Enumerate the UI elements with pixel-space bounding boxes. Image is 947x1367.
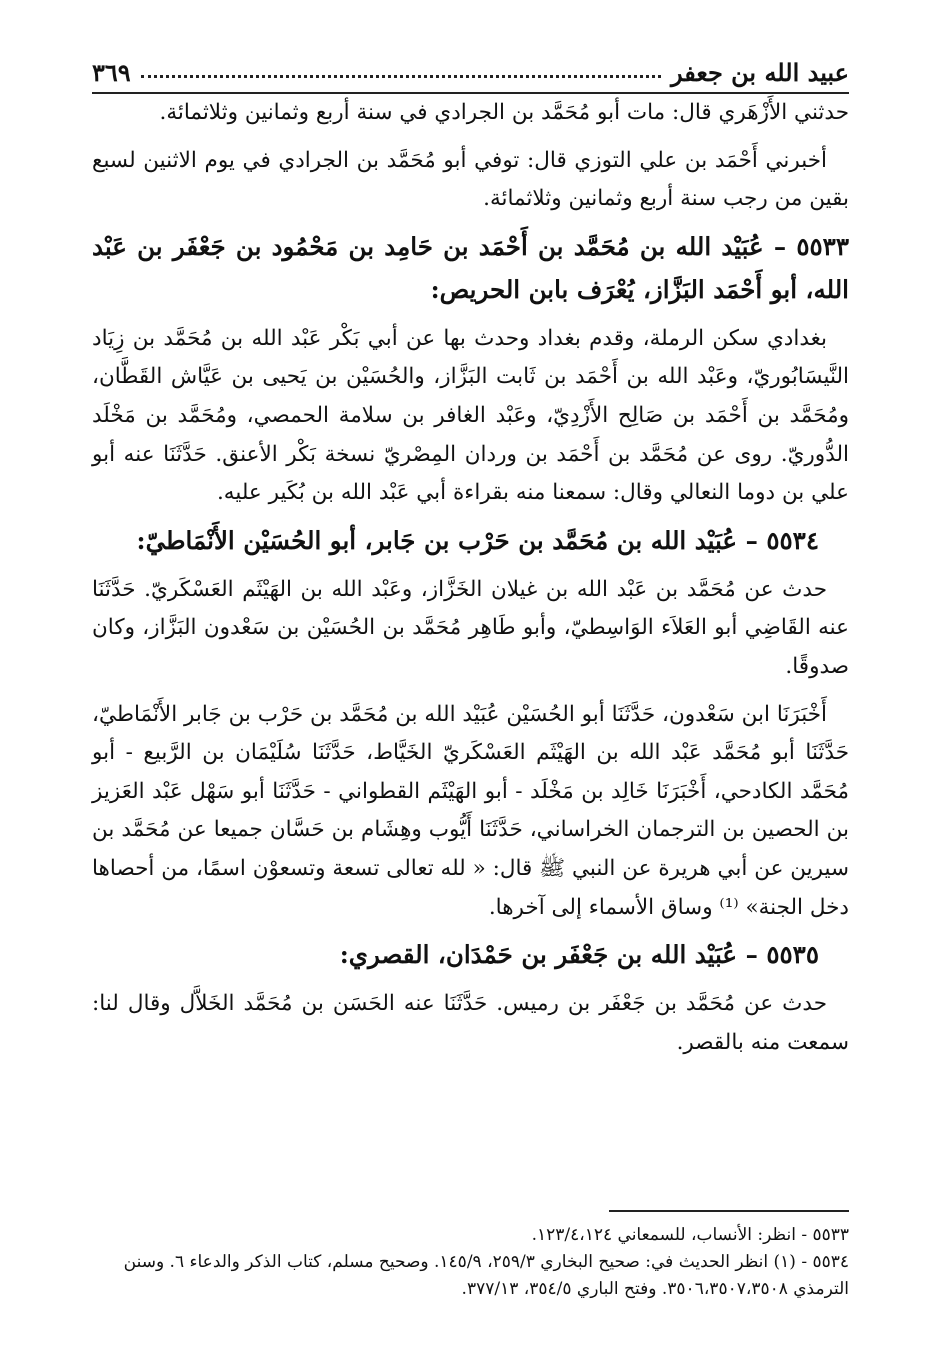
main-text	[92, 94, 849, 1062]
body-paragraph: أَخْبَرَنَا ابن سَعْدون، حَدَّثَنَا أبو الحُسَيْن عُبَيْد الله بن مُحَمَّد بن حَرْب بن جَابر الأَنْمَاطيّ، حَدَّثَنَا أبو مُحَمَّد عَبْد الله بن الهَيْثَم العَسْكَريّ الخَيَّاط، حَدَّثَنَا سُلَيْمَان بن الرَّبيع - أبو مُحَمَّد الكادحي، أَخْبَرَنَا خَالِد بن مَخْلَد - أبو الهَيْثَم القطواني - حَدَّثَنَا أبو سَهْل عَبْد العَزيز بن الحصين بن الترجمان الخراساني، حَدَّثَنَا أَيُّوب وهِشَام بن حَسَّان جميعا عن مُحَمَّد بن سيرين عن أبي هريرة عن النبي ﷺ قال: « لله تعالى تسعة وتسعوْن اسمًا، من أحصاها دخل الجنة» ⁽¹⁾ وساق الأسماء إلى آخرها.	[92, 701, 849, 920]
entry-heading: ٥٥٣٣ – عُبَيْد الله بن مُحَمَّد بن أَحْمَد بن حَامِد بن مَحْمُود بن جَعْفَر بن عَبْد الله، أبو أَحْمَد البَزَّاز، يُعْرَف بابن الحريص:	[92, 231, 849, 304]
footnote: ٥٥٣٣ - انظر: الأنساب، للسمعاني ١٢٣/٤،١٢٤.	[531, 1225, 849, 1245]
leader-dots	[141, 67, 661, 78]
entry-heading: ٥٥٣٥ – عُبَيْد الله بن جَعْفَر بن حَمْدَان، القصري:	[339, 940, 819, 970]
body-paragraph: أخبرني أَحْمَد بن علي التوزي قال: توفي أبو مُحَمَّد بن الجرادي في يوم الاثنين لسبع بقين من رجب سنة أربع وثمانين وثلاثمائة.	[92, 147, 849, 212]
footnote-rule	[609, 1210, 849, 1212]
body-paragraph: حدثني الأَزْهَري قال: مات أبو مُحَمَّد بن الجرادي في سنة أربع وثمانين وثلاثمائة.	[159, 100, 849, 125]
page-header	[92, 52, 849, 94]
page-number: ٣٦٩	[92, 57, 131, 87]
entry-heading: ٥٥٣٤ – عُبَيْد الله بن مُحَمَّد بن حَرْب بن جَابر، أبو الحُسَيْن الأَنْمَاطيّ:	[136, 525, 819, 555]
body-paragraph: حدث عن مُحَمَّد بن جَعْفَر بن رميس. حَدَّثَنَا عنه الحَسَن بن مُحَمَّد الخَلاَّل وقال لنا: سمعت منه بالقصر.	[92, 991, 849, 1055]
footnotes	[92, 1222, 849, 1303]
body-paragraph: حدث عن مُحَمَّد بن عَبْد الله بن غيلان الخَزَّاز، وعَبْد الله بن الهَيْثَم العَسْكَريّ. حَدَّثَنَا عنه القَاضِي أبو العَلاَء الوَاسِطيّ، وأبو طَاهِر مُحَمَّد بن الحُسَيْن بن سَعْدون البَزَّاز، وكان صدوقًا.	[92, 576, 849, 679]
footnote: ٥٥٣٤ - (١) انظر الحديث في: صحيح البخاري ٢٥٩/٣، ١٤٥/٩. وصحيح مسلم، كتاب الذكر والدعاء ٦. وسنن الترمذي ٣٥٠٦،٣٥٠٧،٣٥٠٨. وفتح الباري ٣٥٤/٥، ٣٧٧/١٣.	[123, 1252, 849, 1299]
body-paragraph: بغدادي سكن الرملة، وقدم بغداد وحدث بها عن أبي بَكْر عَبْد الله بن مُحَمَّد بن زِيَاد النَّيسَابُوريّ، وعَبْد الله بن أَحْمَد بن ثَابت البَزَّاز، والحُسَيْن بن يَحيى بن عَيَّاش القَطَّان، ومُحَمَّد بن أَحْمَد بن صَالِح الأَزْدِيّ، وعَبْد الغافر بن سلامة الحمصي، ومُحَمَّد بن مَخْلَد الدُّوريّ. روى عن مُحَمَّد بن أَحْمَد بن وردان المِصْريّ نسخة بَكْر الأعنق. حَدَّثَنَا عنه أبو علي بن دوما النعالي وقال: سمعنا منه بقراءة أبي عَبْد الله بن بُكَير عليه.	[92, 325, 849, 506]
running-title: عبيد الله بن جعفر	[670, 57, 849, 87]
